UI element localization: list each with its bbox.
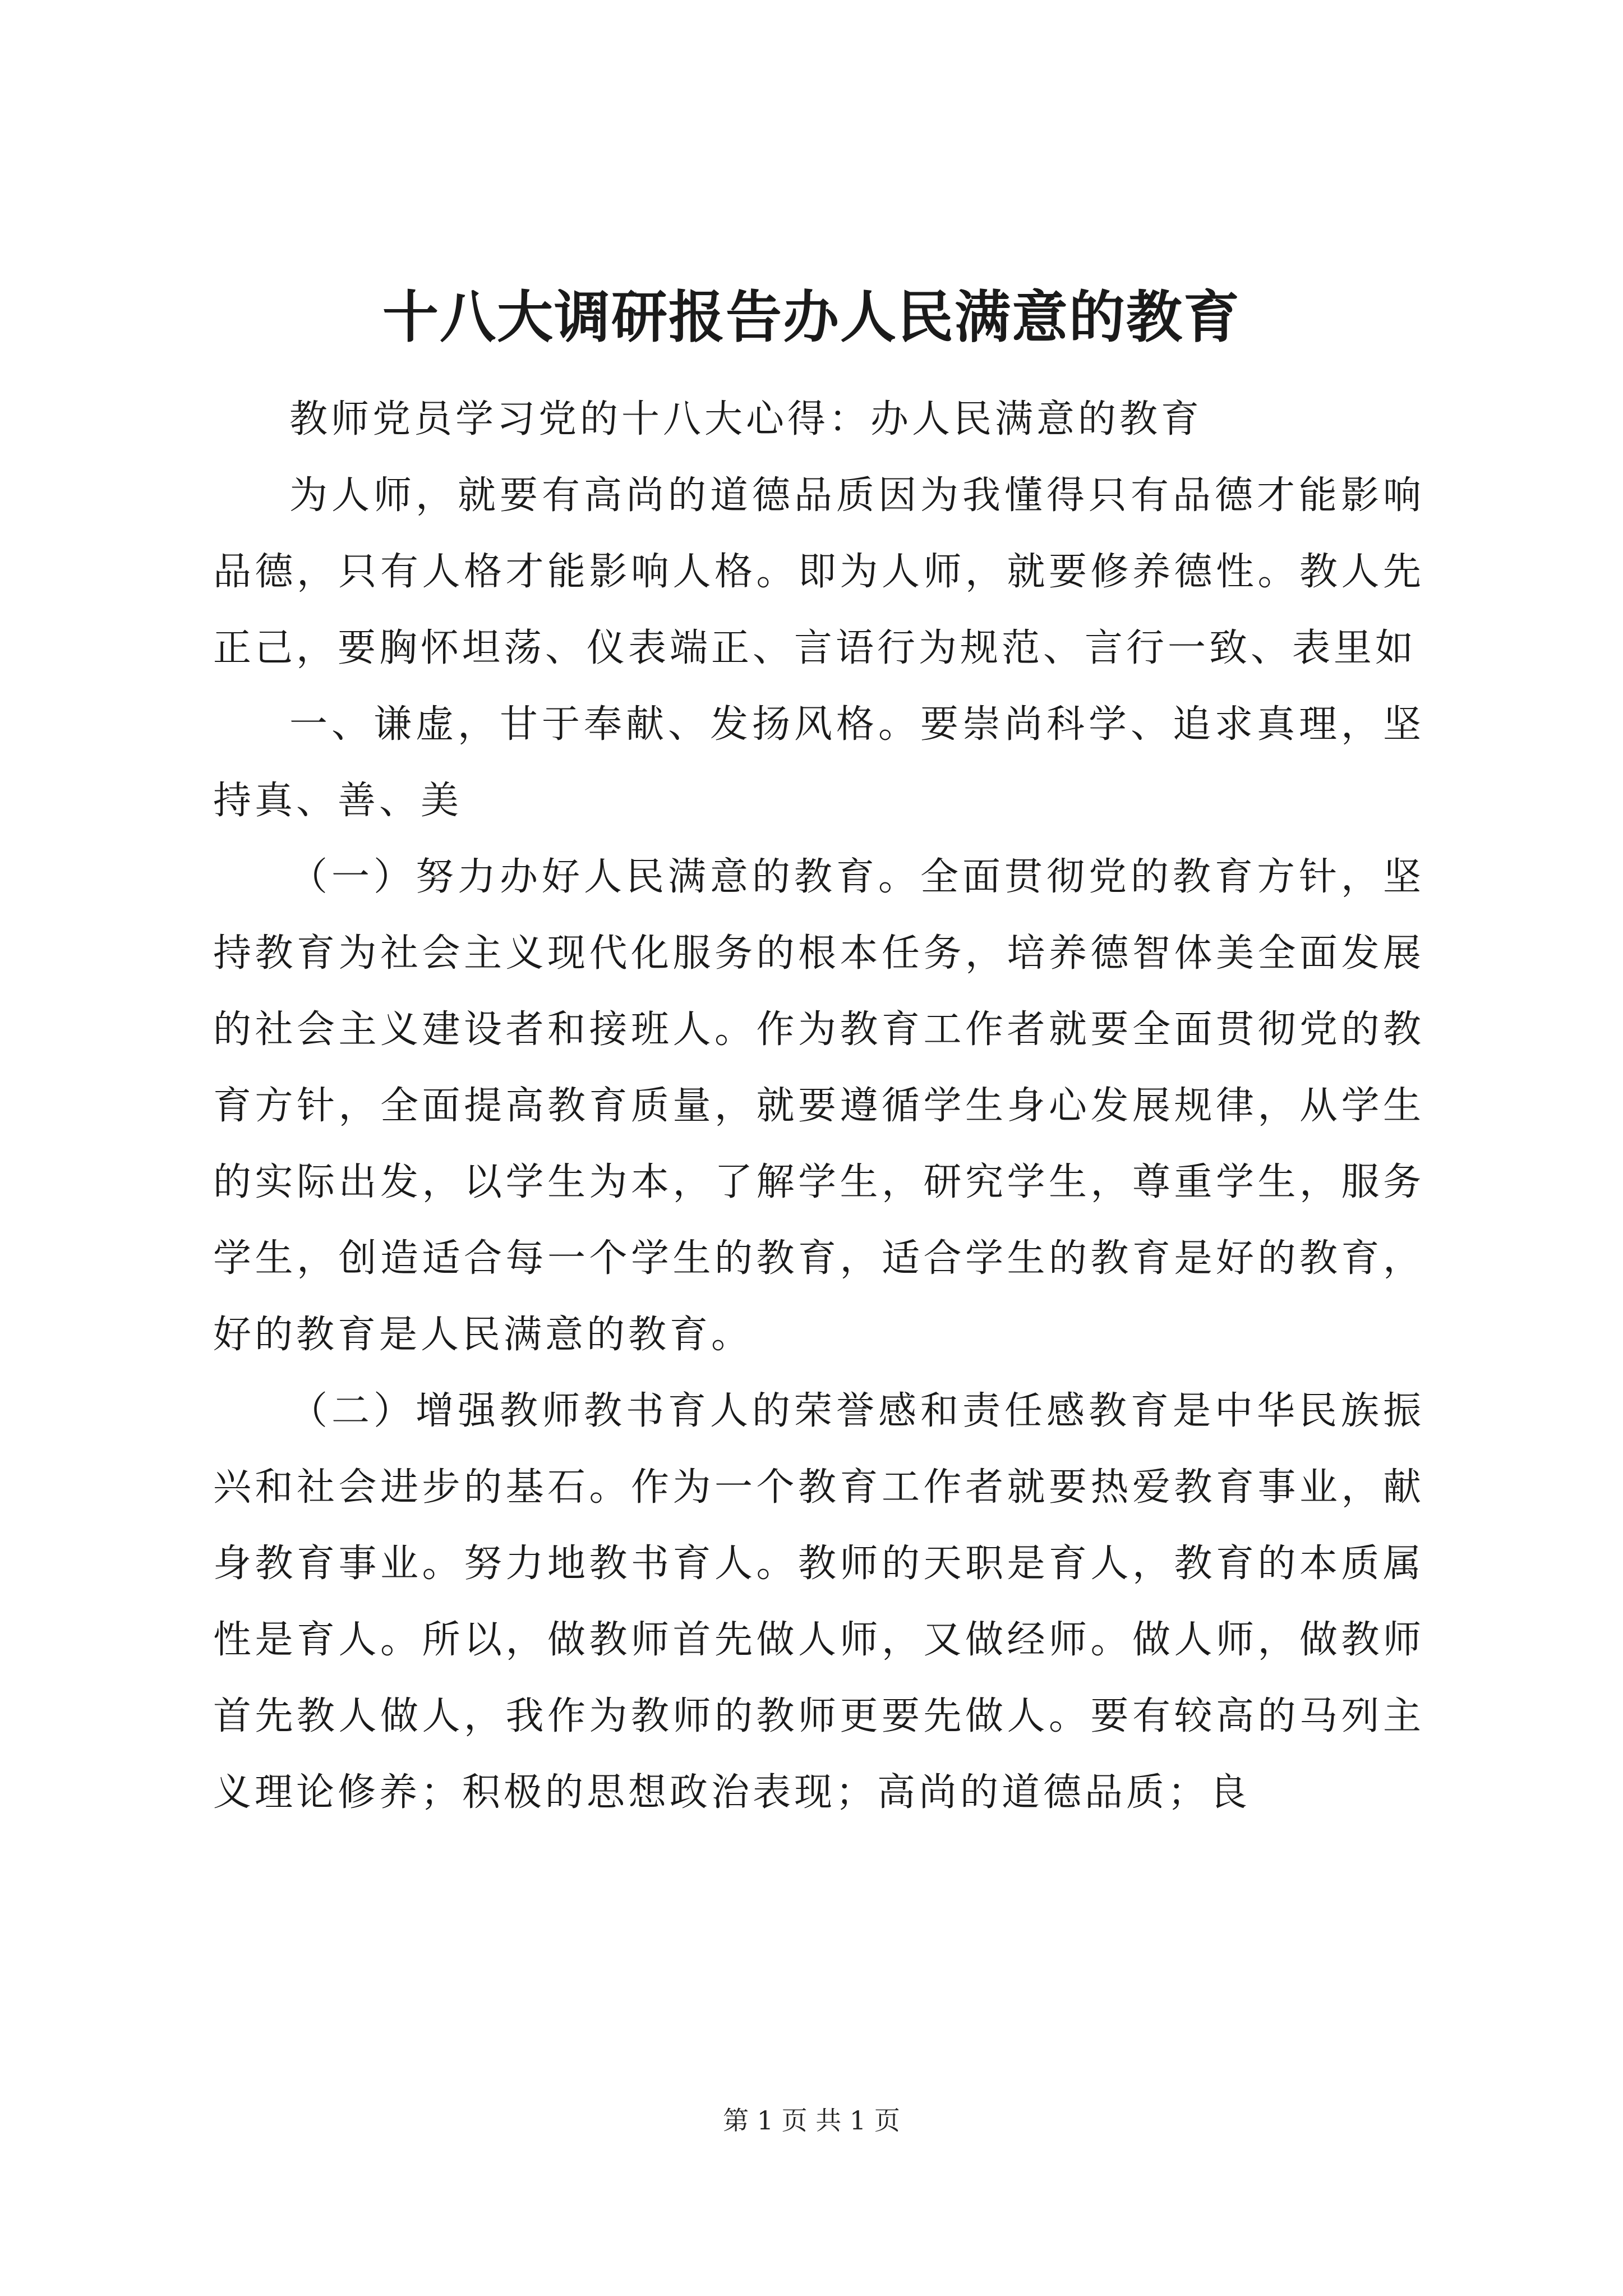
body-paragraph: （一）努力办好人民满意的教育。全面贯彻党的教育方针，坚持教育为社会主义现代化服务的根本任务，培养德智体美全面发展的社会主义建设者和接班人。作为教育工作者就要全面贯彻党的教育方针，全面提高教育质量，就要遵循学生身心发展规律，从学生的实际出发，以学生为本，了解学生，研究学生，尊重学生，服务学生，创造适合每一个学生的教育，适合学生的教育是好的教育，好的教育是人民满意的教育。	[213, 855, 1424, 1357]
page-footer: 第 1 页 共 1 页	[723, 2105, 900, 2136]
body-paragraph: 一、谦虚，甘于奉献、发扬风格。要崇尚科学、追求真理，坚持真、善、美	[213, 702, 1424, 823]
body-paragraph: 为人师，就要有高尚的道德品质因为我懂得只有品德才能影响品德，只有人格才能影响人格。即为人师，就要修养德性。教人先正己，要胸怀坦荡、仪表端正、言语行为规范、言行一致、表里如	[213, 473, 1424, 670]
body-paragraph: （二）增强教师教书育人的荣誉感和责任感教育是中华民族振兴和社会进步的基石。作为一个教育工作者就要热爱教育事业，献身教育事业。努力地教书育人。教师的天职是育人，教育的本质属性是育人。所以，做教师首先做人师，又做经师。做人师，做教师首先教人做人，我作为教师的教师更要先做人。要有较高的马列主义理论修养；积极的思想政治表现；高尚的道德品质；良	[213, 1389, 1424, 1815]
document-body	[213, 381, 1424, 1831]
subtitle-paragraph: 教师党员学习党的十八大心得：办人民满意的教育	[289, 397, 1203, 441]
document-title: 十八大调研报告办人民满意的教育	[382, 284, 1241, 350]
